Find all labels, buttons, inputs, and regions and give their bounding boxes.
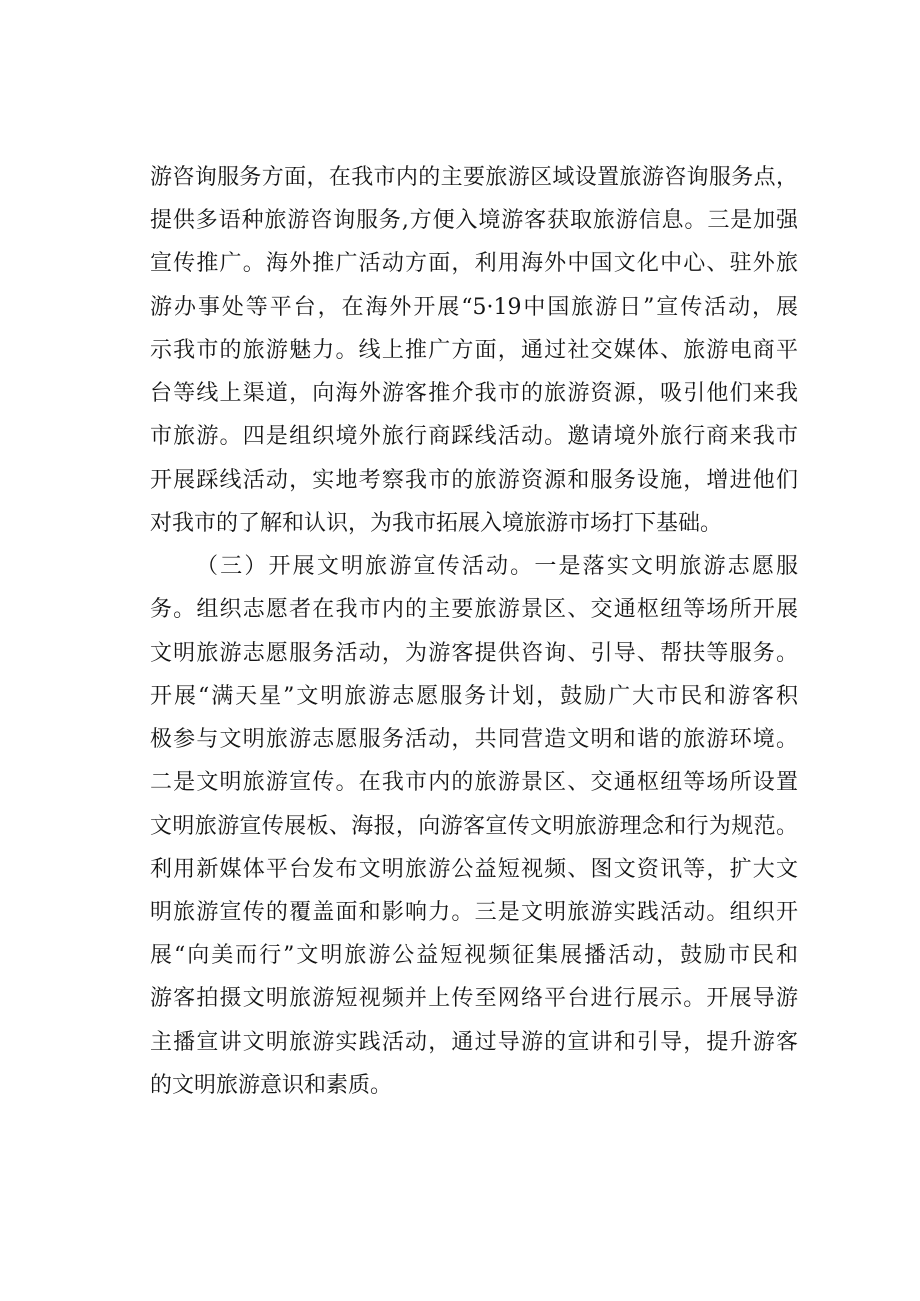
- text-line: 务。组织志愿者在我市内的主要旅游景区、交通枢纽等场所开展: [150, 597, 798, 623]
- text-line: 市旅游。四是组织境外旅行商踩线活动。邀请境外旅行商来我市: [150, 424, 798, 450]
- text-line: 极参与文明旅游志愿服务活动，共同营造文明和谐的旅游环境。: [150, 727, 798, 753]
- text-line: 的文明旅游意识和素质。: [150, 1072, 393, 1098]
- text-line: 游办事处等平台，在海外开展“5·19中国旅游日”宣传活动，展: [150, 294, 798, 320]
- text-line: 对我市的了解和认识，为我市拓展入境旅游市场打下基础。: [150, 510, 723, 536]
- paragraph-civilized-tourism: [150, 545, 798, 1107]
- text-line: 游咨询服务方面，在我市内的主要旅游区域设置旅游咨询服务点，: [150, 165, 798, 190]
- text-line: 二是文明旅游宣传。在我市内的旅游景区、交通枢纽等场所设置: [150, 770, 798, 796]
- text-line: 开展“满天星”文明旅游志愿服务计划，鼓励广大市民和游客积: [150, 683, 798, 709]
- text-line: 示我市的旅游魅力。线上推广方面，通过社交媒体、旅游电商平: [150, 337, 798, 363]
- text-line: 开展踩线活动，实地考察我市的旅游资源和服务设施，增进他们: [150, 467, 798, 493]
- document-body: [150, 156, 798, 1107]
- section-heading-line: （三）开展文明旅游宣传活动。一是落实文明旅游志愿服: [196, 554, 798, 580]
- text-line: 游客拍摄文明旅游短视频并上传至网络平台进行展示。开展导游: [150, 986, 798, 1012]
- text-line: 文明旅游志愿服务活动，为游客提供咨询、引导、帮扶等服务。: [150, 640, 798, 666]
- text-line: 提供多语种旅游咨询服务,方便入境游客获取旅游信息。三是加强: [150, 208, 798, 234]
- text-line: 主播宣讲文明旅游实践活动，通过导游的宣讲和引导，提升游客: [150, 1029, 798, 1055]
- text-line: 利用新媒体平台发布文明旅游公益短视频、图文资讯等，扩大文: [150, 856, 798, 882]
- text-line: 台等线上渠道，向海外游客推介我市的旅游资源，吸引他们来我: [150, 381, 798, 407]
- text-line: 宣传推广。海外推广活动方面，利用海外中国文化中心、驻外旅: [150, 251, 798, 277]
- text-line: 文明旅游宣传展板、海报，向游客宣传文明旅游理念和行为规范。: [150, 813, 798, 839]
- paragraph-inbound-promotion: [150, 156, 798, 545]
- text-line: 展“向美而行”文明旅游公益短视频征集展播活动，鼓励市民和: [150, 943, 798, 969]
- text-line: 明旅游宣传的覆盖面和影响力。三是文明旅游实践活动。组织开: [150, 899, 798, 925]
